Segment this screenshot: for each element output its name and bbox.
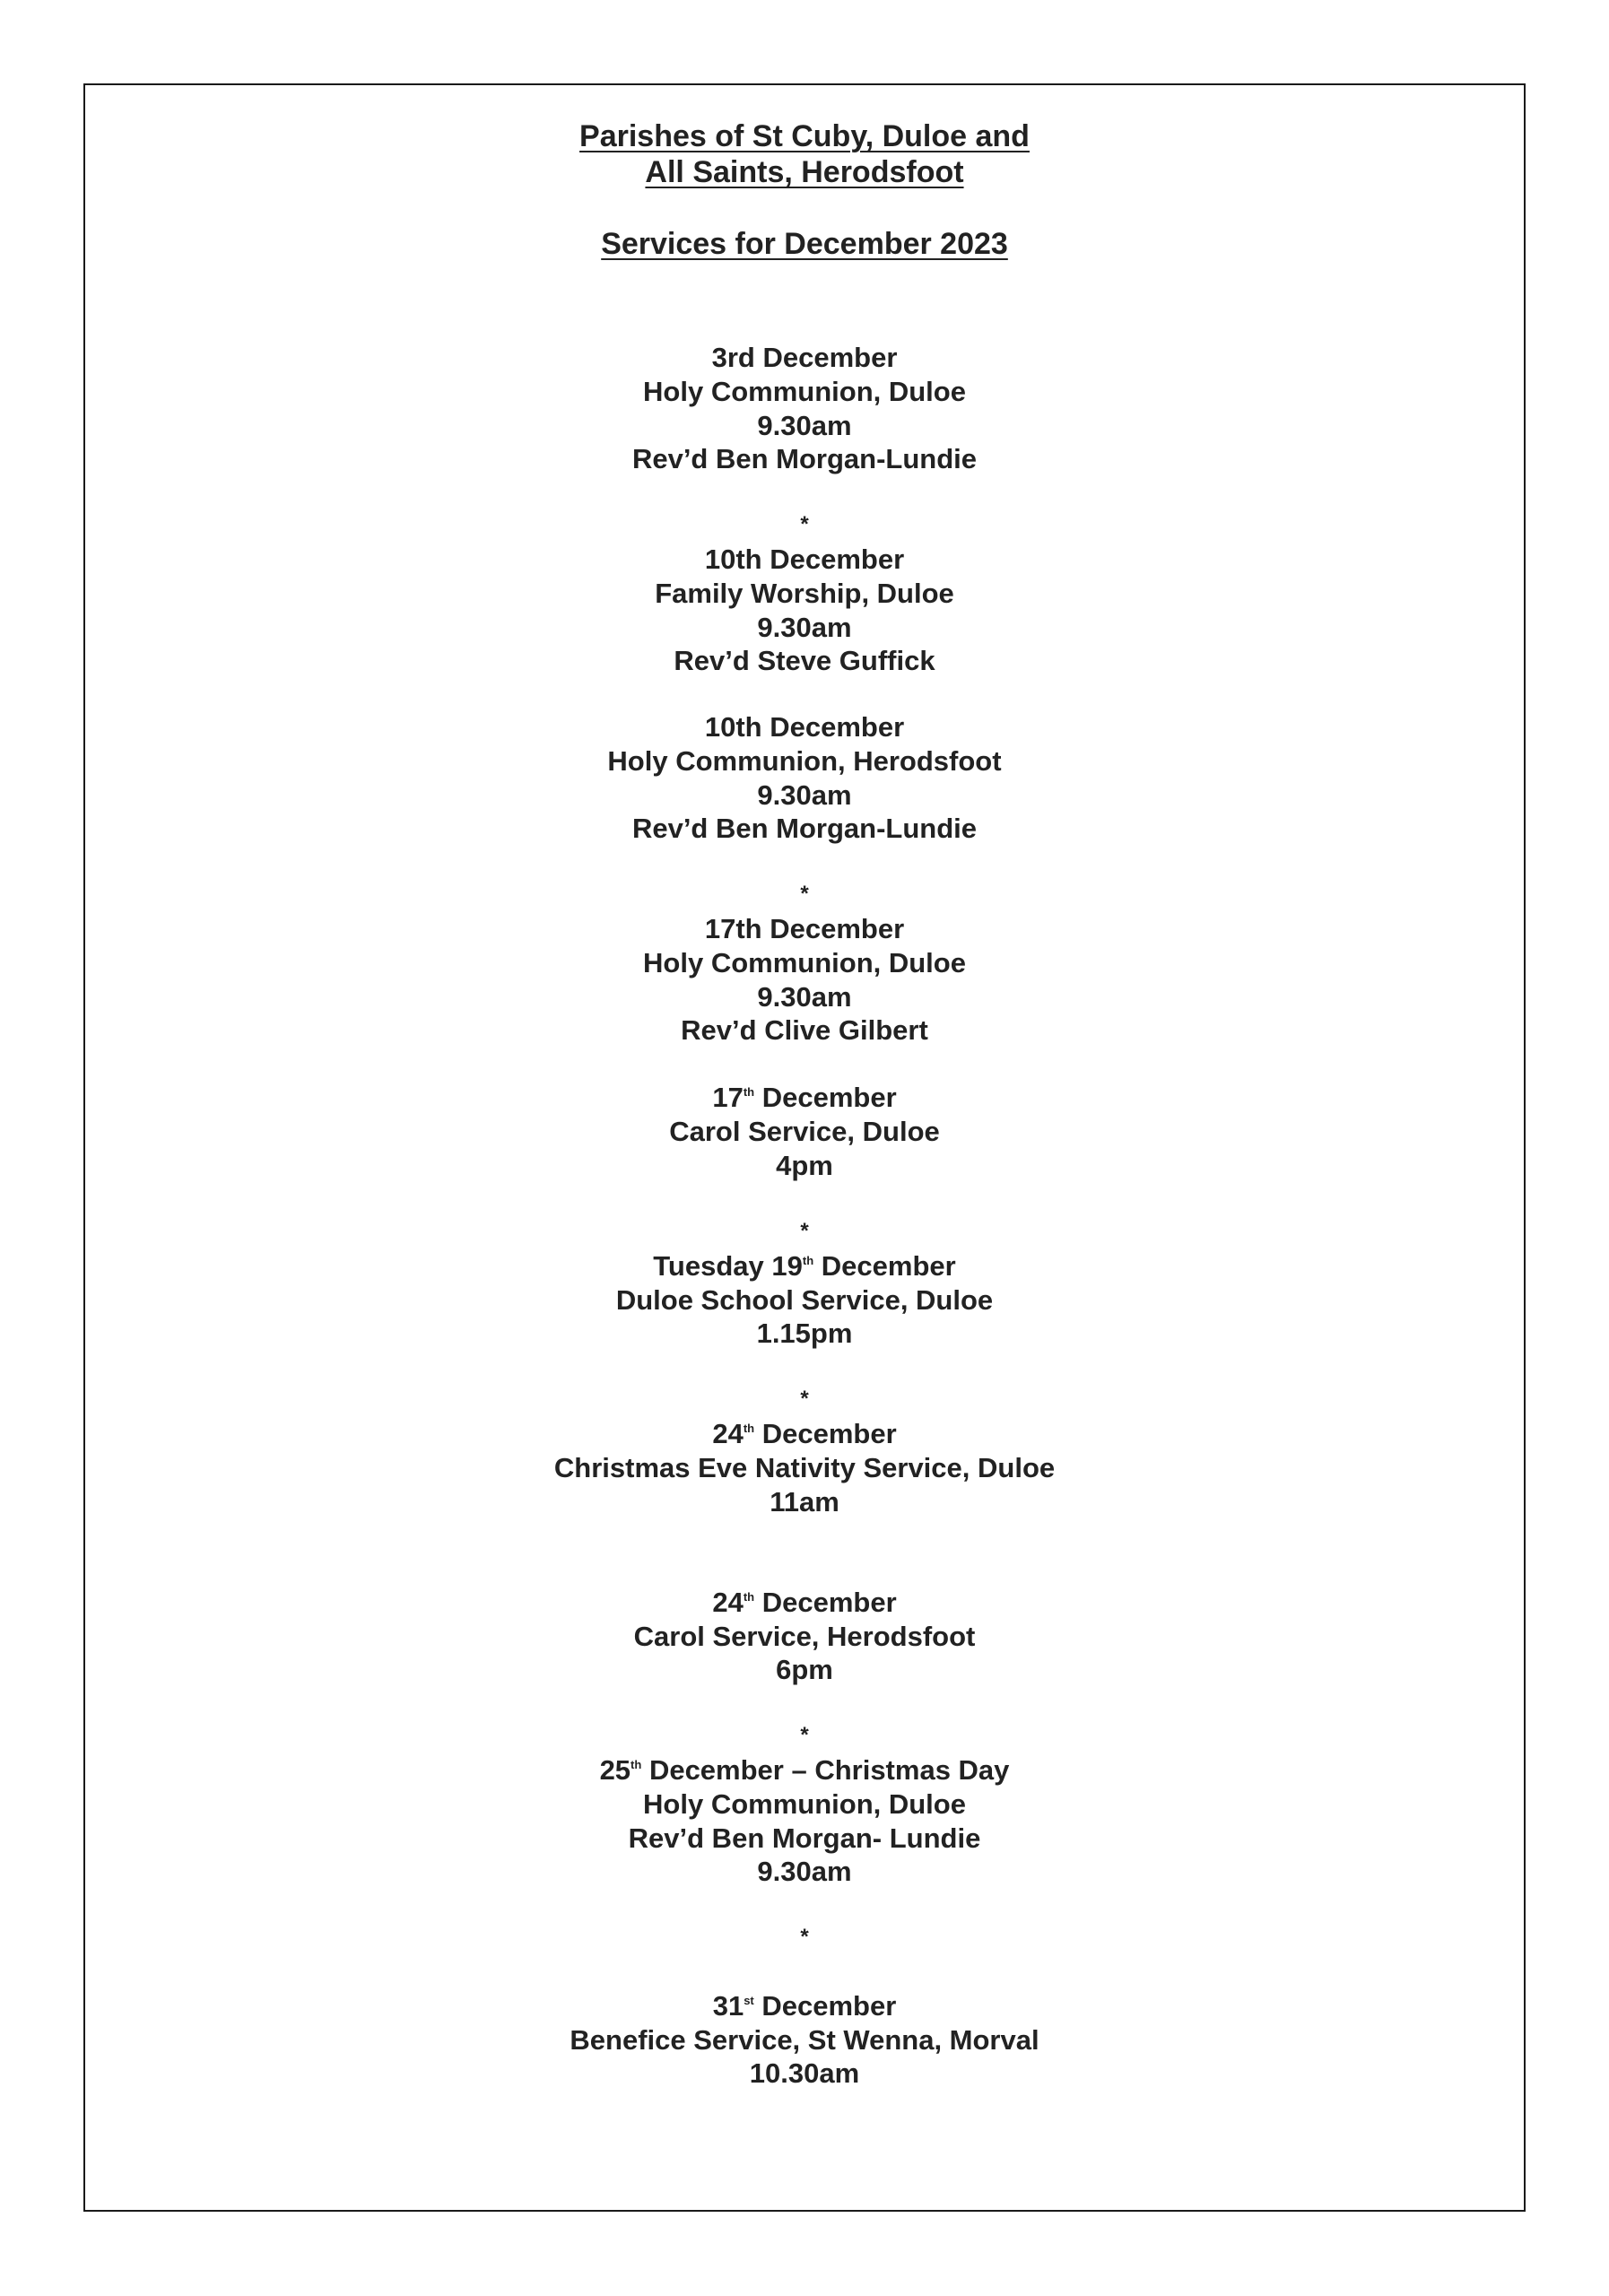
- separator-star: *: [800, 1387, 809, 1411]
- service-time: 4pm: [776, 1150, 833, 1181]
- service-date: 10th December: [704, 711, 905, 743]
- service-date: 10th December: [704, 544, 905, 575]
- page-border: [83, 83, 1526, 2212]
- service-date: Tuesday 19th December: [653, 1250, 956, 1282]
- service-time: 6pm: [776, 1654, 833, 1685]
- service-time: 9.30am: [757, 981, 852, 1013]
- service-time: 9.30am: [757, 1856, 852, 1887]
- service-name: Holy Communion, Duloe: [643, 1788, 966, 1820]
- service-date: 3rd December: [711, 342, 898, 373]
- separator-star: *: [800, 1219, 809, 1243]
- title-line-2: All Saints, Herodsfoot: [645, 155, 964, 189]
- separator-star: *: [800, 512, 809, 536]
- service-name: Holy Communion, Herodsfoot: [607, 745, 1002, 777]
- service-minister: Rev’d Ben Morgan-Lundie: [631, 443, 978, 474]
- service-time: 9.30am: [757, 612, 852, 643]
- title-line-1: Parishes of St Cuby, Duloe and: [579, 119, 1030, 153]
- service-date: 31st December: [712, 1990, 897, 2022]
- separator-star: *: [800, 882, 809, 906]
- separator-star: *: [800, 1925, 809, 1949]
- service-name: Holy Communion, Duloe: [643, 947, 966, 978]
- subtitle: Services for December 2023: [601, 227, 1008, 261]
- service-date: 17th December: [704, 913, 905, 944]
- service-time: 9.30am: [757, 410, 852, 441]
- service-date: 24th December: [712, 1587, 897, 1618]
- service-minister: Rev’d Ben Morgan- Lundie: [628, 1822, 981, 1854]
- service-name: Carol Service, Herodsfoot: [633, 1621, 976, 1652]
- service-minister: Rev’d Clive Gilbert: [681, 1014, 928, 1046]
- service-date: 25th December – Christmas Day: [599, 1754, 1010, 1786]
- service-date: 17th December: [712, 1082, 897, 1113]
- service-name: Carol Service, Duloe: [669, 1116, 940, 1147]
- service-time: 9.30am: [757, 779, 852, 811]
- service-name: Benefice Service, St Wenna, Morval: [570, 2024, 1039, 2056]
- service-name: Holy Communion, Duloe: [643, 376, 966, 407]
- service-time: 11am: [770, 1486, 839, 1518]
- service-name: Duloe School Service, Duloe: [615, 1284, 994, 1316]
- service-minister: Rev’d Steve Guffick: [674, 645, 935, 676]
- service-name: Family Worship, Duloe: [655, 578, 954, 609]
- service-time: 10.30am: [749, 2057, 860, 2089]
- service-time: 1.15pm: [756, 1318, 853, 1349]
- service-date: 24th December: [712, 1418, 897, 1449]
- service-minister: Rev’d Ben Morgan-Lundie: [631, 813, 978, 844]
- separator-star: *: [800, 1723, 809, 1747]
- service-name: Christmas Eve Nativity Service, Duloe: [553, 1452, 1056, 1483]
